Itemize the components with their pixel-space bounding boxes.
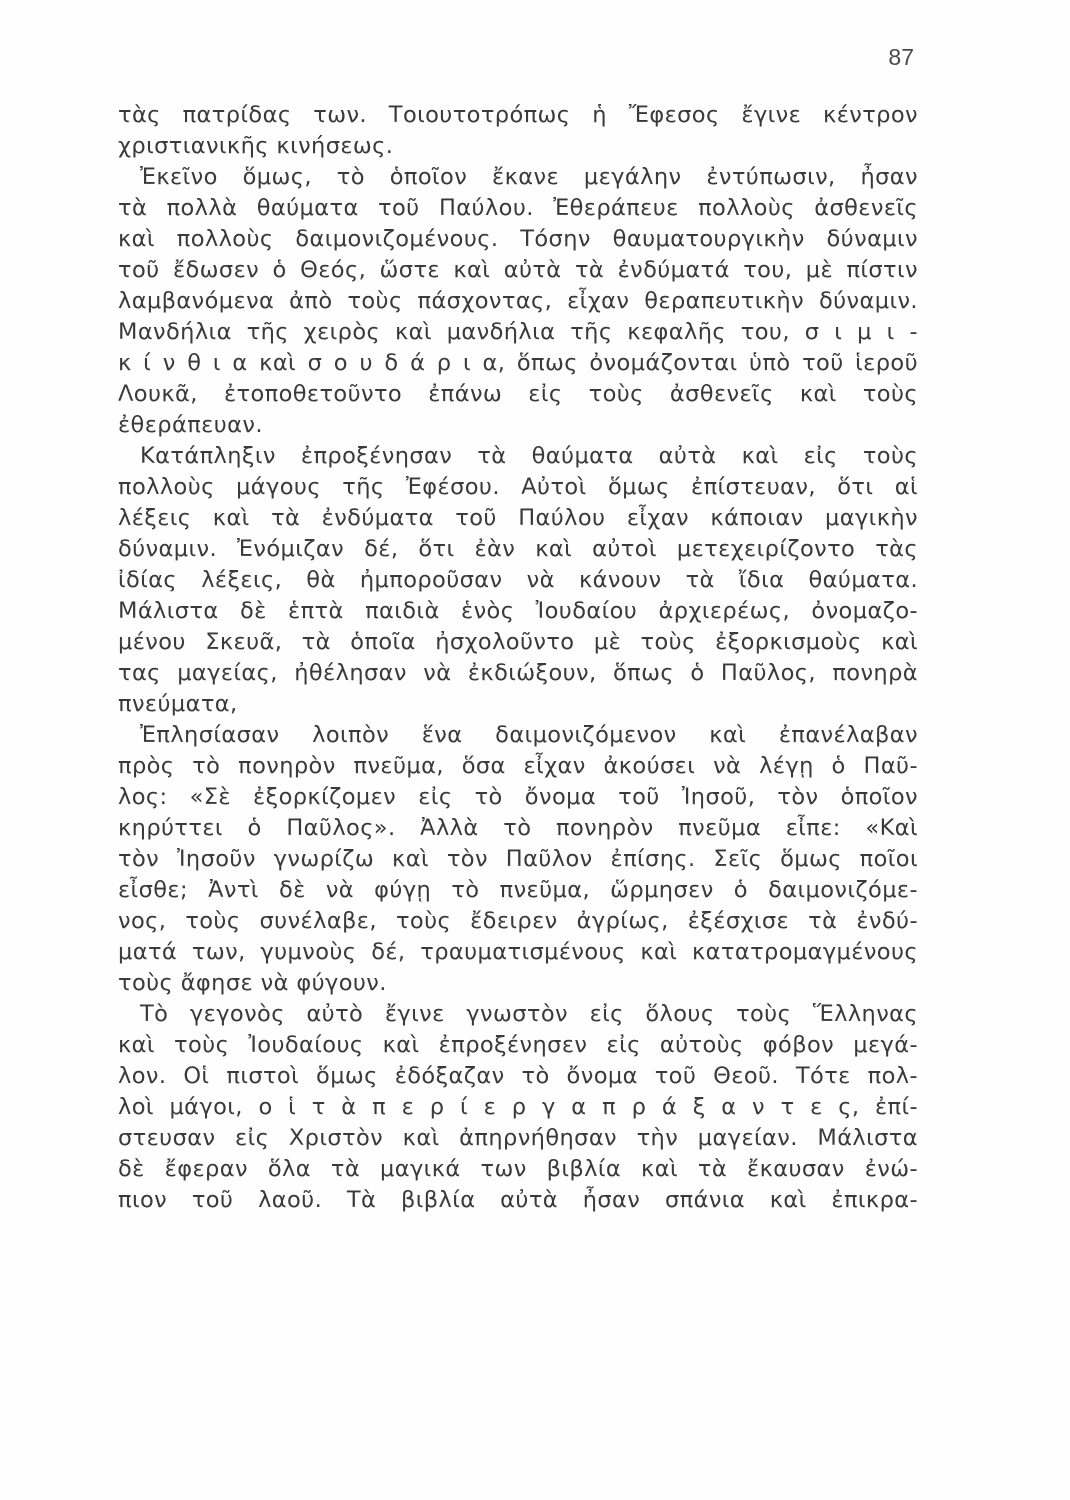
text-line: λος: «Σὲ ἐξορκίζομεν εἰς τὸ ὄνομα τοῦ Ἰησοῦ, τὸν ὁποῖον <box>118 784 918 810</box>
text-line: λαμβανόμενα ἀπὸ τοὺς πάσχοντας, εἶχαν θεραπευτικὴν δύναμιν. <box>118 288 918 314</box>
text-line: νος, τοὺς συνέλαβε, τοὺς ἔδειρεν ἀγρίως, ἐξέσχισε τὰ ἐνδύ- <box>118 908 918 934</box>
text-line: Μανδήλια τῆς χειρὸς καὶ μανδήλια τῆς κεφαλῆς του, σ ι μ ι - <box>118 319 918 345</box>
text-line: τας μαγείας, ἠθέλησαν νὰ ἐκδιώξουν, ὅπως ὁ Παῦλος, πονηρὰ <box>118 660 918 686</box>
text-line: Μάλιστα δὲ ἑπτὰ παιδιὰ ἑνὸς Ἰουδαίου ἀρχιερέως, ὀνομαζο- <box>118 598 918 624</box>
text-line: Ἐπλησίασαν λοιπὸν ἕνα δαιμονιζόμενον καὶ ἐπανέλαβαν <box>140 722 918 748</box>
text-line: στευσαν εἰς Χριστὸν καὶ ἀπηρνήθησαν τὴν μαγείαν. Μάλιστα <box>118 1125 918 1151</box>
text-line: τοῦ ἔδωσεν ὁ Θεός, ὥστε καὶ αὐτὰ τὰ ἐνδύματά του, μὲ πίστιν <box>118 257 918 283</box>
body-text <box>118 100 918 1216</box>
text-line: δύναμιν. Ἐνόμιζαν δέ, ὅτι ἐὰν καὶ αὐτοὶ μετεχειρίζοντο τὰς <box>118 536 918 562</box>
text-line: Λουκᾶ, ἐτοποθετοῦντο ἐπάνω εἰς τοὺς ἀσθενεῖς καὶ τοὺς <box>118 381 918 407</box>
text-line: Τὸ γεγονὸς αὐτὸ ἔγινε γνωστὸν εἰς ὅλους τοὺς Ἕλληνας <box>140 1001 918 1027</box>
text-line: λέξεις καὶ τὰ ἐνδύματα τοῦ Παύλου εἶχαν κάποιαν μαγικὴν <box>118 505 918 531</box>
text-line: καὶ πολλοὺς δαιμονιζομένους. Τόσην θαυματουργικὴν δύναμιν <box>118 226 918 252</box>
text-line: Κατάπληξιν ἐπροξένησαν τὰ θαύματα αὐτὰ καὶ εἰς τοὺς <box>140 443 918 469</box>
text-line: μένου Σκευᾶ, τὰ ὁποῖα ἠσχολοῦντο μὲ τοὺς ἐξορκισμοὺς καὶ <box>118 629 918 655</box>
text-line: κ ί ν θ ι α καὶ σ ο υ δ ά ρ ι α, ὅπως ὀνομάζονται ὑπὸ τοῦ ἱεροῦ <box>118 350 918 376</box>
text-line: χριστιανικῆς κινήσεως. <box>118 133 394 159</box>
text-line: τὸν Ἰησοῦν γνωρίζω καὶ τὸν Παῦλον ἐπίσης. Σεῖς ὅμως ποῖοι <box>118 846 918 872</box>
text-line: πρὸς τὸ πονηρὸν πνεῦμα, ὅσα εἶχαν ἀκούσει νὰ λέγῃ ὁ Παῦ- <box>118 753 918 779</box>
text-line: ἰδίας λέξεις, θὰ ἠμποροῦσαν νὰ κάνουν τὰ ἴδια θαύματα. <box>118 567 918 593</box>
text-line: πνεύματα, <box>118 691 238 717</box>
text-line: καὶ τοὺς Ἰουδαίους καὶ ἐπροξένησεν εἰς αὐτοὺς φόβον μεγά- <box>118 1032 918 1058</box>
text-line: πολλοὺς μάγους τῆς Ἐφέσου. Αὐτοὶ ὅμως ἐπίστευαν, ὅτι αἱ <box>118 474 918 500</box>
text-line: λον. Οἱ πιστοὶ ὅμως ἐδόξαζαν τὸ ὄνομα τοῦ Θεοῦ. Τότε πολ- <box>118 1063 918 1089</box>
text-line: εἶσθε; Ἀντὶ δὲ νὰ φύγῃ τὸ πνεῦμα, ὥρμησεν ὁ δαιμονιζόμε- <box>118 877 918 903</box>
page-number: 87 <box>888 44 914 70</box>
text-line: τὰ πολλὰ θαύματα τοῦ Παύλου. Ἐθεράπευε πολλοὺς ἀσθενεῖς <box>118 195 918 221</box>
text-line: κηρύττει ὁ Παῦλος». Ἀλλὰ τὸ πονηρὸν πνεῦμα εἶπε: «Καὶ <box>118 815 918 841</box>
text-line: τοὺς ἄφησε νὰ φύγουν. <box>118 970 387 996</box>
text-line: ἐθεράπευαν. <box>118 412 263 438</box>
text-line: ματά των, γυμνοὺς δέ, τραυματισμένους καὶ κατατρομαγμένους <box>118 939 918 965</box>
text-line: τὰς πατρίδας των. Τοιουτοτρόπως ἡ Ἔφεσος ἔγινε κέντρον <box>118 102 918 128</box>
text-line: Ἐκεῖνο ὅμως, τὸ ὁποῖον ἔκανε μεγάλην ἐντύπωσιν, ἦσαν <box>140 164 918 190</box>
text-line: πιον τοῦ λαοῦ. Τὰ βιβλία αὐτὰ ἦσαν σπάνια καὶ ἐπικρα- <box>118 1187 918 1213</box>
text-line: λοὶ μάγοι, ο ἱ τ ὰ π ε ρ ί ε ρ γ α π ρ ά ξ α ν τ ε ς, ἐπί- <box>118 1094 918 1120</box>
text-line: δὲ ἔφεραν ὅλα τὰ μαγικά των βιβλία καὶ τὰ ἔκαυσαν ἐνώ- <box>118 1156 918 1182</box>
